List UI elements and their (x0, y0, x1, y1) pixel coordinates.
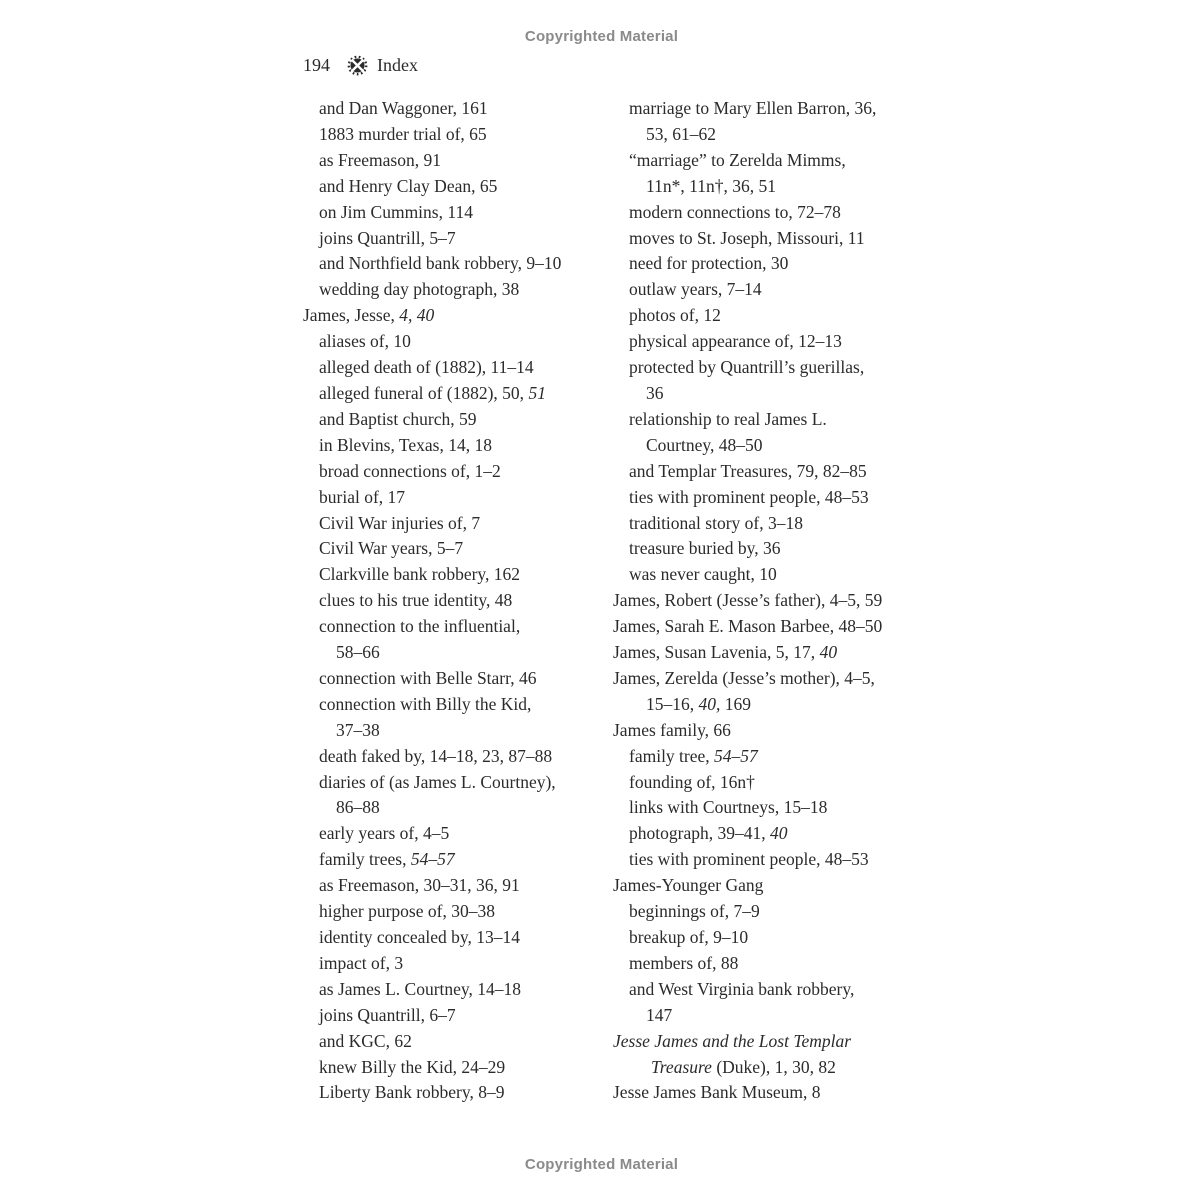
index-line (613, 459, 923, 485)
index-line (613, 666, 923, 692)
index-line (613, 96, 923, 122)
index-text: 53, 61–62 (646, 123, 716, 144)
index-text: treasure buried by, 36 (629, 538, 781, 559)
index-line (613, 407, 923, 433)
index-text: (Duke), 1, 30, 82 (711, 1056, 836, 1077)
index-line (303, 381, 603, 407)
index-line (613, 536, 923, 562)
index-text: Civil War injuries of, 7 (319, 512, 481, 533)
index-line (303, 873, 603, 899)
index-line (303, 407, 603, 433)
index-line (303, 303, 603, 329)
index-text: as James L. Courtney, 14–18 (319, 978, 522, 999)
index-text: and West Virginia bank robbery, (629, 978, 855, 999)
index-text-italic: 40 (819, 642, 838, 663)
index-text: beginnings of, 7–9 (629, 901, 760, 922)
index-line (613, 1080, 923, 1106)
index-text: and Northfield bank robbery, 9–10 (319, 253, 562, 274)
index-text: need for protection, 30 (629, 253, 789, 274)
index-text: 147 (646, 1004, 673, 1025)
index-line (303, 614, 603, 640)
index-line (613, 770, 923, 796)
index-line (303, 718, 603, 744)
index-line (303, 1029, 603, 1055)
index-text: relationship to real James L. (629, 408, 827, 429)
index-line (303, 770, 603, 796)
index-text: broad connections of, 1–2 (319, 460, 501, 481)
index-text: 11n*, 11n†, 36, 51 (646, 175, 776, 196)
index-line (613, 433, 923, 459)
index-text: James-Younger Gang (613, 875, 764, 896)
index-text: 36 (646, 382, 664, 403)
index-text: traditional story of, 3–18 (629, 512, 804, 533)
index-line (613, 485, 923, 511)
index-line (613, 640, 923, 666)
index-text: in Blevins, Texas, 14, 18 (319, 434, 492, 455)
index-text: Courtney, 48–50 (646, 434, 763, 455)
index-line (303, 511, 603, 537)
index-text: as Freemason, 91 (319, 149, 441, 170)
page-number: 194 (303, 55, 330, 75)
index-line (303, 951, 603, 977)
index-line (303, 277, 603, 303)
index-text: James, Robert (Jesse’s father), 4–5, 59 (613, 590, 883, 611)
index-text: physical appearance of, 12–13 (629, 331, 842, 352)
index-text: higher purpose of, 30–38 (319, 901, 495, 922)
index-text: 58–66 (336, 642, 380, 663)
index-line (303, 148, 603, 174)
index-line (613, 847, 923, 873)
index-text-italic: 51 (528, 382, 546, 403)
index-text: alleged death of (1882), 11–14 (319, 357, 534, 378)
index-line (303, 821, 603, 847)
index-text: moves to St. Joseph, Missouri, 11 (629, 227, 865, 248)
index-line (303, 485, 603, 511)
index-text: James, Sarah E. Mason Barbee, 48–50 (613, 616, 883, 637)
index-line (303, 899, 603, 925)
index-line (303, 692, 603, 718)
index-line (613, 277, 923, 303)
index-text: connection to the influential, (319, 616, 521, 637)
index-line (303, 666, 603, 692)
index-text: as Freemason, 30–31, 36, 91 (319, 875, 520, 896)
index-line (303, 588, 603, 614)
index-line (303, 122, 603, 148)
index-text: early years of, 4–5 (319, 823, 450, 844)
index-line (303, 329, 603, 355)
index-text: Civil War years, 5–7 (319, 538, 464, 559)
index-text: photograph, 39–41, (629, 823, 770, 844)
index-line (303, 925, 603, 951)
index-line (613, 718, 923, 744)
index-text-italic: Jesse James and the Lost Templar (613, 1030, 852, 1051)
index-line (613, 1003, 923, 1029)
index-text-italic: 40 (769, 823, 788, 844)
index-text: 86–88 (336, 797, 380, 818)
index-text: joins Quantrill, 6–7 (319, 1004, 456, 1025)
index-text-italic: Treasure (651, 1056, 712, 1077)
index-line (613, 744, 923, 770)
index-text: outlaw years, 7–14 (629, 279, 762, 300)
index-line (613, 951, 923, 977)
index-text: marriage to Mary Ellen Barron, 36, (629, 98, 877, 118)
index-text: and Henry Clay Dean, 65 (319, 175, 498, 196)
index-line (613, 692, 923, 718)
index-text-italic: 54–57 (714, 745, 758, 766)
index-text-italic: 54–57 (410, 849, 455, 870)
index-line (303, 433, 603, 459)
index-line (613, 329, 923, 355)
index-line (613, 122, 923, 148)
copyright-footer: Copyrighted Material (524, 1156, 679, 1173)
index-line (613, 226, 923, 252)
index-line (303, 1055, 603, 1081)
index-text: James family, 66 (613, 719, 731, 740)
index-line (613, 588, 923, 614)
index-line (613, 381, 923, 407)
index-text-italic: 4, 40 (399, 305, 435, 326)
index-text: links with Courtneys, 15–18 (629, 797, 828, 818)
index-text: aliases of, 10 (319, 331, 411, 352)
index-line (303, 795, 603, 821)
index-text: protected by Quantrill’s guerillas, (629, 357, 865, 378)
index-text: clues to his true identity, 48 (319, 590, 513, 611)
index-text: connection with Billy the Kid, (319, 693, 532, 714)
index-line (613, 148, 923, 174)
index-text: modern connections to, 72–78 (629, 201, 841, 222)
running-header (303, 55, 418, 76)
index-text: was never caught, 10 (629, 564, 777, 585)
cross-rosette-icon (347, 55, 368, 76)
index-text: Jesse James Bank Museum, 8 (613, 1082, 821, 1103)
index-line (613, 562, 923, 588)
index-text: breakup of, 9–10 (629, 927, 749, 947)
index-line (613, 355, 923, 381)
index-text: 1883 murder trial of, 65 (319, 123, 487, 144)
index-text: identity concealed by, 13–14 (319, 927, 521, 947)
index-text: James, Jesse, (303, 305, 400, 326)
index-text: death faked by, 14–18, 23, 87–88 (319, 745, 553, 766)
index-text: and Baptist church, 59 (319, 408, 477, 429)
index-column-left (303, 96, 603, 1106)
index-line (303, 251, 603, 277)
index-text: impact of, 3 (319, 952, 404, 973)
index-line (303, 640, 603, 666)
index-line (303, 174, 603, 200)
index-line (303, 200, 603, 226)
page-title: Index (377, 55, 418, 75)
index-line (303, 977, 603, 1003)
index-text: and Dan Waggoner, 161 (319, 98, 488, 118)
index-text: on Jim Cummins, 114 (319, 201, 473, 222)
index-line (303, 536, 603, 562)
index-text: members of, 88 (629, 952, 739, 973)
index-line (613, 614, 923, 640)
index-text: family trees, (319, 849, 411, 870)
index-text: photos of, 12 (629, 305, 721, 326)
index-line (613, 977, 923, 1003)
index-line (613, 303, 923, 329)
index-line (613, 925, 923, 951)
index-text: founding of, 16n† (629, 771, 755, 792)
index-text: “marriage” to Zerelda Mimms, (629, 149, 846, 170)
index-text: 169 (720, 693, 751, 714)
index-line (303, 1003, 603, 1029)
index-column-right (613, 96, 923, 1106)
index-line (613, 251, 923, 277)
index-line (303, 355, 603, 381)
index-line (613, 821, 923, 847)
index-line (303, 744, 603, 770)
index-text: and KGC, 62 (319, 1030, 412, 1051)
index-line (303, 562, 603, 588)
index-text: alleged funeral of (1882), 50, (319, 382, 529, 403)
index-text: Clarkville bank robbery, 162 (319, 564, 521, 585)
index-line (613, 1055, 923, 1081)
index-line (303, 96, 603, 122)
copyright-header: Copyrighted Material (524, 28, 679, 45)
index-line (613, 873, 923, 899)
index-line (303, 1080, 603, 1106)
index-line (303, 847, 603, 873)
index-text: connection with Belle Starr, 46 (319, 667, 537, 688)
index-text: knew Billy the Kid, 24–29 (319, 1056, 506, 1077)
index-text: 37–38 (336, 719, 380, 740)
index-text: and Templar Treasures, 79, 82–85 (629, 460, 867, 481)
index-text: James, Susan Lavenia, 5, 17, (613, 642, 820, 663)
index-text: James, Zerelda (Jesse’s mother), 4–5, (613, 667, 875, 688)
index-line (613, 174, 923, 200)
index-line (613, 511, 923, 537)
index-text-italic: 40, (698, 693, 721, 714)
index-line (613, 200, 923, 226)
index-text: Liberty Bank robbery, 8–9 (319, 1082, 505, 1103)
index-line (303, 226, 603, 252)
index-line (613, 1029, 923, 1055)
index-text: burial of, 17 (319, 486, 406, 507)
index-line (613, 899, 923, 925)
index-line (613, 795, 923, 821)
index-text: 15–16, (646, 693, 699, 714)
index-text: family tree, (629, 745, 715, 766)
index-text: wedding day photograph, 38 (319, 279, 520, 300)
index-text: diaries of (as James L. Courtney), (319, 771, 556, 792)
index-line (303, 459, 603, 485)
index-text: ties with prominent people, 48–53 (629, 486, 869, 507)
index-text: ties with prominent people, 48–53 (629, 849, 869, 870)
index-text: joins Quantrill, 5–7 (319, 227, 456, 248)
